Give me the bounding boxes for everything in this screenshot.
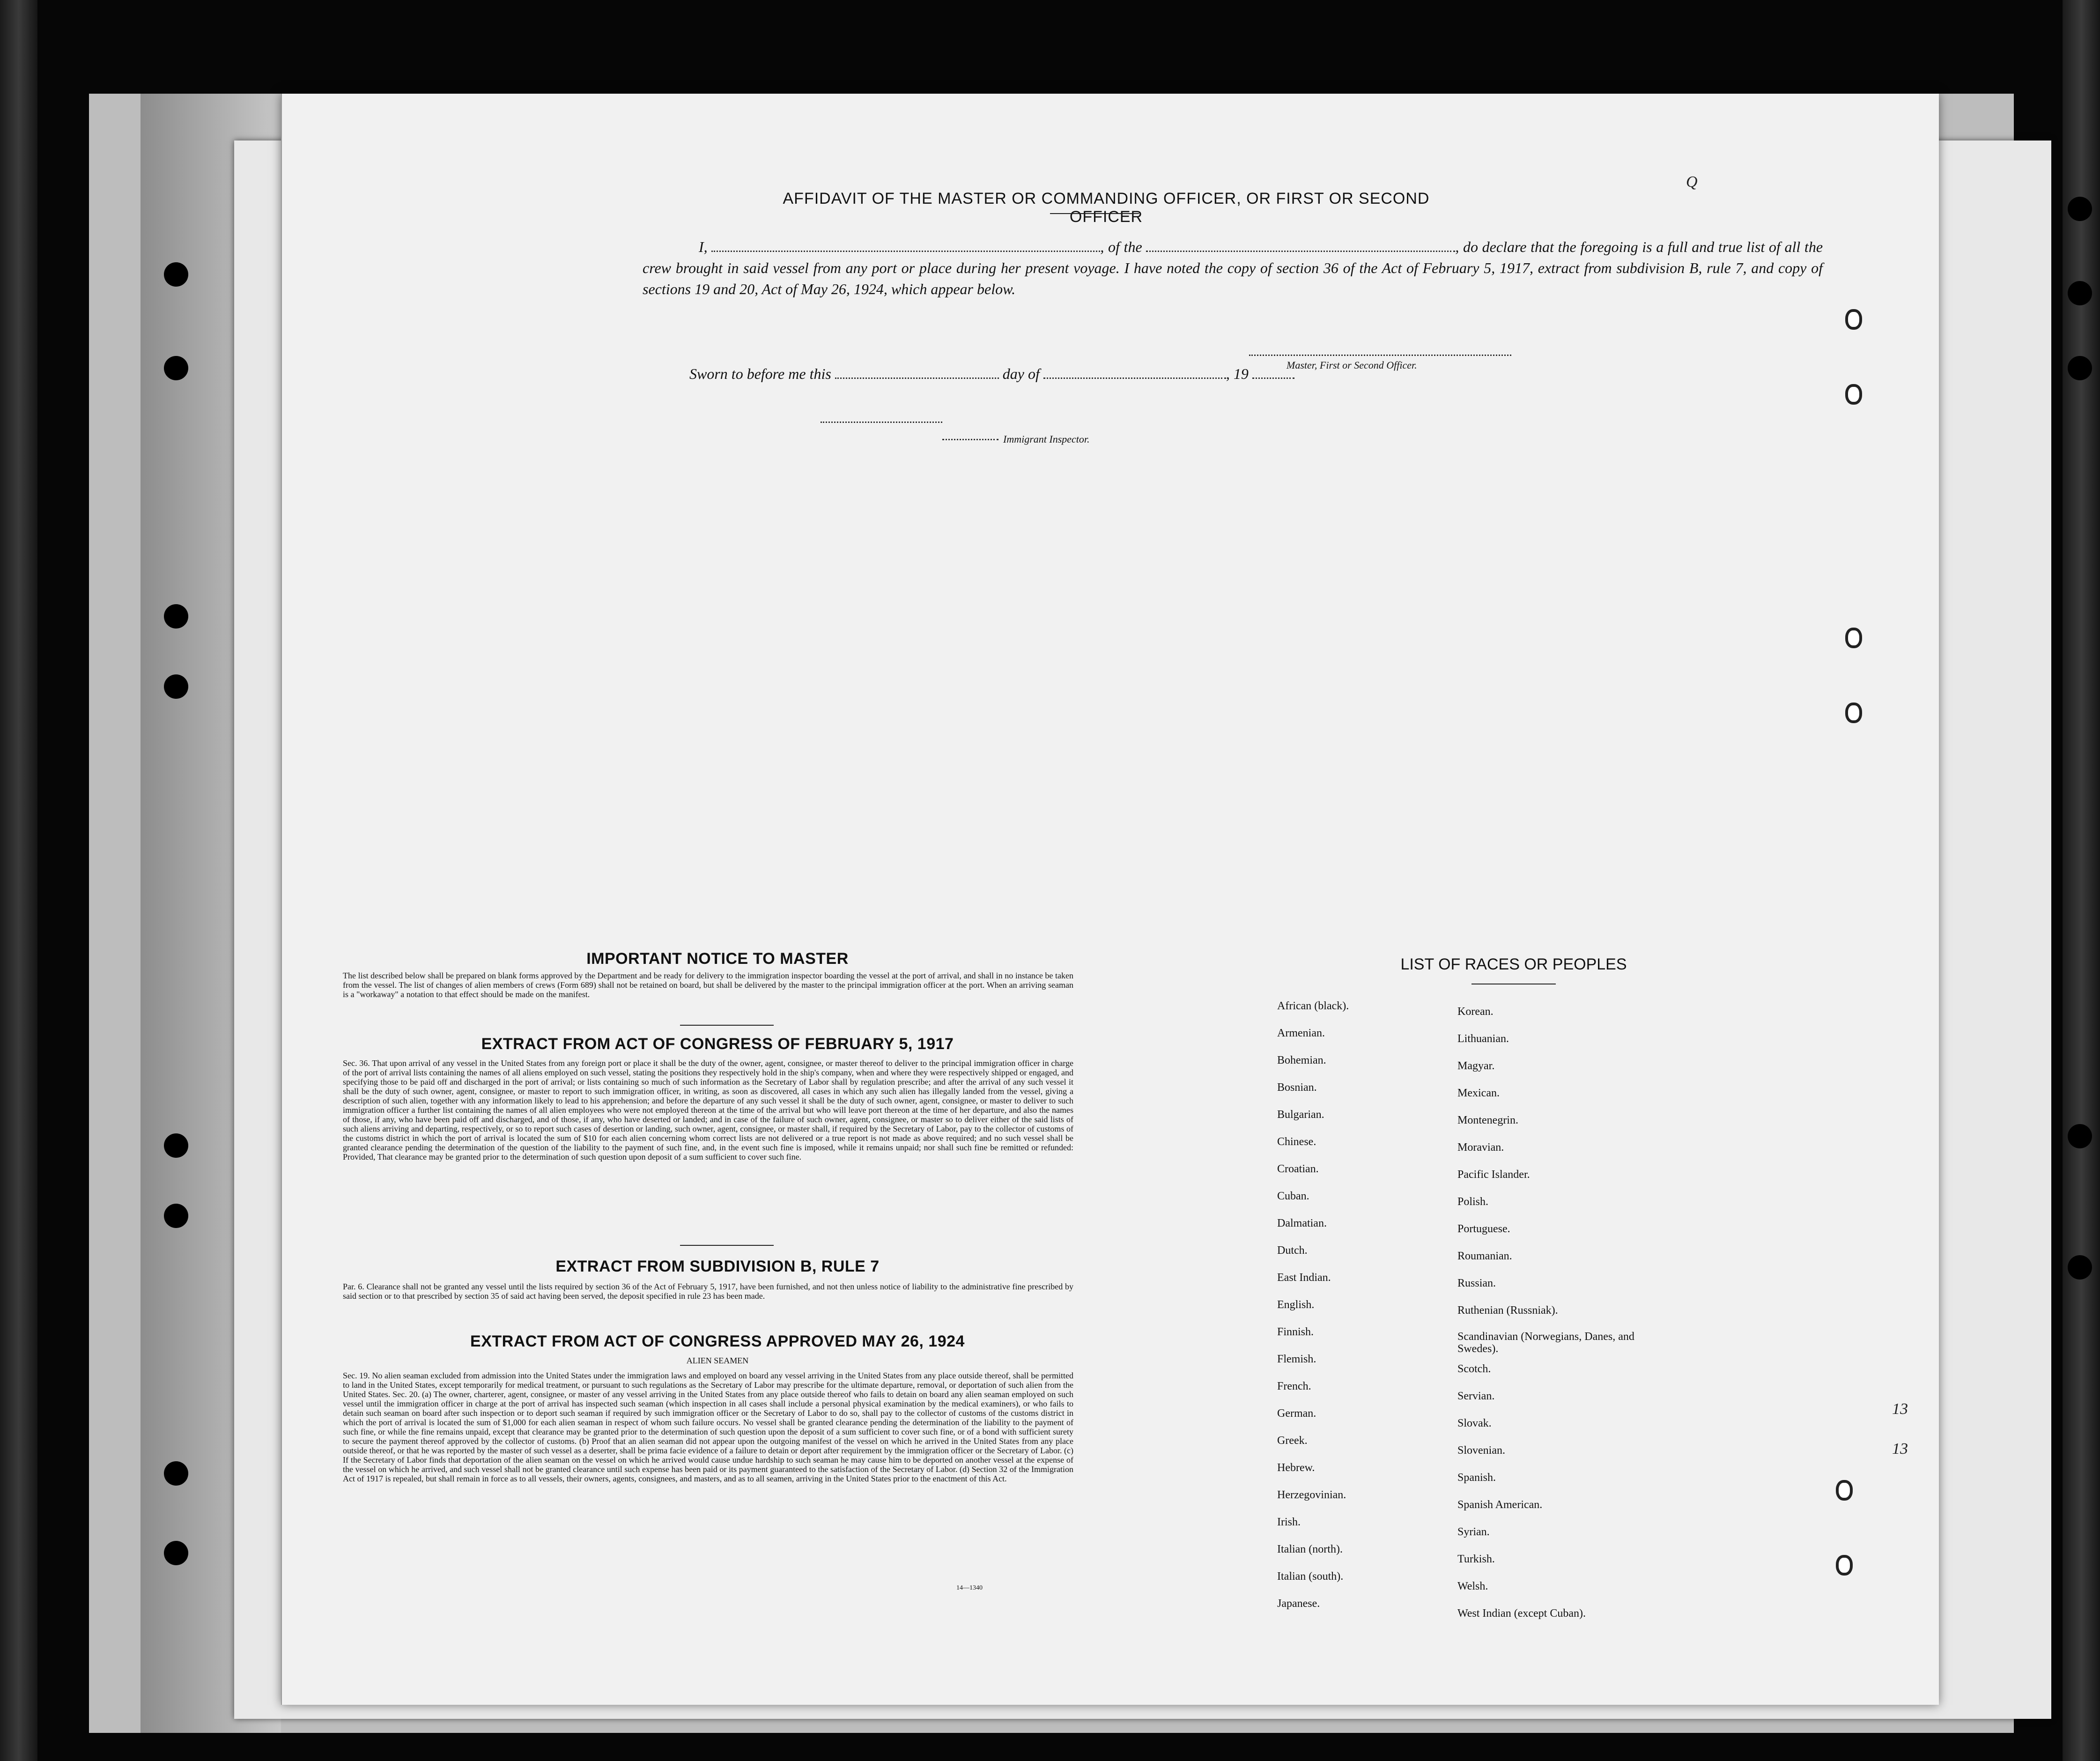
binder-hole-icon: [164, 356, 188, 380]
race-left-item: German.: [1277, 1407, 1316, 1420]
extract-1917-title: EXTRACT FROM ACT OF CONGRESS OF FEBRUARY 5, 1917: [481, 1035, 954, 1053]
scanner-edge-left: [0, 0, 37, 1761]
affidavit-declare: , do declare: [1455, 238, 1527, 255]
inspector-signature-line[interactable]: [821, 422, 942, 423]
race-left-item: French.: [1277, 1380, 1311, 1392]
inspector-caption: Immigrant Inspector.: [1003, 433, 1090, 445]
race-left-item: Herzegovinian.: [1277, 1489, 1346, 1501]
affidavit-statement: that the foregoing is a full and true list of all the crew brought in said vessel from any port or place during her present voyage. I have noted the copy of section 36 of the Act of February 5, 1917, extract from subdivision B, rule 7, and copy of sections 19 and 20, Act of May 26, 1924, which appear below.: [643, 238, 1823, 297]
race-right-item: Korean.: [1457, 1006, 1494, 1018]
binder-hole-icon: [164, 262, 188, 287]
sworn-prefix: Sworn to before me this: [689, 365, 831, 382]
binder-hole-icon: [2068, 281, 2092, 305]
notice-rule: [680, 1025, 774, 1026]
extract-1924-body: Sec. 19. No alien seaman excluded from admission into the United States under the immigration laws and employed on board any vessel arriving in the United States from any place outside thereof, shall be permitted to land in the United States, except temporarily for medical treatment, or pursuant to such regulations as the Secretary of Labor may prescribe for the ultimate departure, removal, or deportation of such alien from the United States. Sec. 20. (a) The owner, charterer, agent, consignee, or master of any vessel arriving in the United States from any place outside thereof who fails to detain on board any alien seaman employed on such vessel until the immigration officer in charge at the port of arrival has inspected such seaman (which inspection in all cases shall include a personal physical examination by the medical examiners), or who fails to detain such seaman on board after such inspection or to deport such seaman if required by such immigration officer or the Secretary of Labor to do so, shall pay to the collector of customs of the customs district in which the port of arrival is located the sum of $1,000 for each alien seaman in respect of whom such failure occurs. No vessel shall be granted clearance pending the determination of the liability to the payment of such fine, or while the fine remains unpaid, except that clearance may be granted prior to the determination of such question upon the deposit of a sum sufficient to cover such fine, or of a bond with sufficient surety to secure the payment thereof approved by the collector of customs. (b) Proof that an alien seaman did not appear upon the outgoing manifest of the vessel on which he arrived in the United States from any place outside thereof, or that he was reported by the master of such vessel as a deserter, shall be prima facie evidence of a failure to detain or deport after requirement by the immigration officer or the Secretary of Labor. (c) If the Secretary of Labor finds that deportation of the alien seaman on the vessel on which he arrived would cause undue hardship to such seaman he may cause him to be deported on another vessel at the expense of the vessel on which he arrived, and such vessel shall not be granted clearance until such expense has been paid or its payment guaranteed to the satisfaction of the Secretary of Labor. (d) Section 32 of the Immigration Act of 1917 is repealed, but shall remain in force as to all vessels, their owners, agents, consignees, and masters, and as to all seamen, arriving in the United States prior to the enactment of this Act.: [343, 1371, 1073, 1483]
race-right-item: Spanish.: [1457, 1472, 1496, 1484]
race-left-item: East Indian.: [1277, 1272, 1331, 1284]
binder-hole-icon: [164, 1541, 188, 1565]
race-left-item: Chinese.: [1277, 1136, 1316, 1148]
form-number: 14—1340: [956, 1584, 983, 1591]
punch-hole-icon: [1836, 1555, 1853, 1576]
race-right-item: Spanish American.: [1457, 1499, 1543, 1511]
race-right-item: Portuguese.: [1457, 1223, 1510, 1235]
race-right-item: Roumanian.: [1457, 1250, 1512, 1262]
affidavit-i: I,: [699, 238, 708, 255]
race-right-item: Scandinavian (Norwegians, Danes, and Swedes).: [1457, 1331, 1634, 1355]
race-right-item: Scotch.: [1457, 1363, 1491, 1375]
binder-hole-icon: [2068, 1255, 2092, 1280]
binder-hole-icon: [164, 1133, 188, 1158]
race-left-item: English.: [1277, 1299, 1315, 1311]
race-left-item: Irish.: [1277, 1516, 1301, 1528]
margin-mark: 13: [1892, 1440, 1908, 1458]
notice-title: IMPORTANT NOTICE TO MASTER: [586, 950, 849, 968]
race-left-item: Armenian.: [1277, 1027, 1325, 1039]
race-right-item: Magyar.: [1457, 1060, 1495, 1072]
race-right-item: Pacific Islander.: [1457, 1169, 1530, 1181]
race-left-item: Finnish.: [1277, 1326, 1314, 1338]
race-left-item: African (black).: [1277, 1000, 1349, 1012]
races-title: LIST OF RACES OR PEOPLES: [1400, 955, 1627, 973]
race-right-item: West Indian (except Cuban).: [1457, 1607, 1586, 1620]
race-right-item: Mexican.: [1457, 1087, 1500, 1099]
race-left-item: Greek.: [1277, 1435, 1308, 1447]
race-right-item: Moravian.: [1457, 1141, 1504, 1154]
race-left-item: Bohemian.: [1277, 1054, 1326, 1066]
race-right-item: Syrian.: [1457, 1526, 1490, 1538]
binder-hole-icon: [2068, 1124, 2092, 1148]
race-left-item: Bosnian.: [1277, 1081, 1317, 1094]
inspector-name-line[interactable]: [942, 439, 998, 440]
vessel-name-field[interactable]: [1146, 241, 1455, 252]
race-left-item: Flemish.: [1277, 1353, 1316, 1365]
race-right-item: Polish.: [1457, 1196, 1489, 1208]
manifest-page: [281, 94, 1939, 1705]
affidavit-body: [643, 237, 1823, 300]
race-right-item: Welsh.: [1457, 1580, 1488, 1592]
race-left-item: Dalmatian.: [1277, 1217, 1327, 1229]
binder-hole-icon: [2068, 356, 2092, 380]
alien-seamen-subtitle: ALIEN SEAMEN: [686, 1356, 749, 1365]
sworn-month-field[interactable]: [1043, 368, 1226, 379]
officer-name-field[interactable]: [711, 241, 1100, 252]
margin-mark: Q: [1686, 173, 1698, 191]
sworn-year-label: , 19: [1226, 365, 1249, 382]
binder-hole-icon: [164, 674, 188, 699]
extract-1917-body: Sec. 36. That upon arrival of any vessel in the United States from any foreign port or place it shall be the duty of the owner, agent, consignee, or master thereof to deliver to the principal immigration officer in charge of the port of arrival lists containing the names of all aliens employed on such vessel, stating the positions they respectively hold in the ship's company, when and where they were respectively shipped or engaged, and specifying those to be paid off and discharged in the port of arrival; or lists containing so much of such information as the Secretary of Labor shall by regulation prescribe; and after the arrival of any such vessel it shall be the duty of such owner, agent, consignee, or master to report to such immigration officer, in writing, as soon as discovered, all cases in which any such alien has illegally landed from the vessel, giving a description of such alien, together with any information likely to lead to his apprehension; and before the departure of any such vessel it shall be the duty of such owner, agent, consignee, or master to deliver to such immigration officer a further list containing the names of all alien employees who were not employed thereon at the time of the arrival but who will leave port thereon at the time of her departure, and also the names of those, if any, who have been paid off and discharged, and of those, if any, who have deserted or landed; and in case of the failure of such owner, agent, consignee, or master so to deliver either of the said lists of such aliens arriving and departing, respectively, or so to report such cases of desertion or landing, such owner, agent, consignee, or master shall, if required by the Secretary of Labor, pay to the collector of customs of the customs district in which the port of arrival is located the sum of $10 for each alien concerning whom correct lists are not delivered or a true report is not made as above required; and no such vessel shall be granted clearance pending the determination of the question of the liability to the payment of such fine, and, in the event such fine is imposed, while it remains unpaid; nor shall such fine be remitted or refunded: Provided, That clearance may be granted prior to the determination of such question upon deposit of a sum sufficient to cover such fine.: [343, 1058, 1073, 1162]
race-right-item: Turkish.: [1457, 1553, 1495, 1565]
race-right-item: Montenegrin.: [1457, 1114, 1518, 1126]
race-left-item: Hebrew.: [1277, 1462, 1315, 1474]
sworn-day-field[interactable]: [835, 368, 999, 379]
affidavit-of-the: , of the: [1100, 238, 1142, 255]
binder-hole-icon: [2068, 197, 2092, 221]
binder-hole-icon: [164, 1461, 188, 1486]
race-left-item: Bulgarian.: [1277, 1109, 1324, 1121]
officer-signature-caption: Master, First or Second Officer.: [1287, 359, 1417, 371]
margin-mark: 13: [1892, 1400, 1908, 1418]
extract-1917-rule: [680, 1245, 774, 1246]
binder-hole-icon: [164, 604, 188, 629]
sworn-day-label: day of: [1002, 365, 1040, 382]
affidavit-title: AFFIDAVIT OF THE MASTER OR COMMANDING OFFICER, OR FIRST OR SECOND OFFICER: [783, 190, 1430, 226]
punch-hole-icon: [1845, 703, 1862, 723]
officer-signature-line[interactable]: [1249, 355, 1511, 356]
race-right-item: Slovenian.: [1457, 1444, 1505, 1457]
race-left-item: Italian (north).: [1277, 1543, 1343, 1555]
sworn-line: [689, 365, 1294, 383]
binder-hole-icon: [164, 1204, 188, 1228]
race-right-item: Ruthenian (Russniak).: [1457, 1304, 1558, 1317]
punch-hole-icon: [1845, 309, 1862, 330]
race-right-item: Servian.: [1457, 1390, 1495, 1402]
race-left-item: Dutch.: [1277, 1244, 1308, 1257]
race-left-item: Italian (south).: [1277, 1570, 1344, 1583]
extract-1924-title: EXTRACT FROM ACT OF CONGRESS APPROVED MAY 26, 1924: [470, 1332, 965, 1350]
race-right-item: Russian.: [1457, 1277, 1496, 1289]
race-left-item: Cuban.: [1277, 1190, 1309, 1202]
sworn-year-field[interactable]: [1252, 368, 1294, 379]
rule7-title: EXTRACT FROM SUBDIVISION B, RULE 7: [555, 1258, 880, 1275]
race-left-item: Japanese.: [1277, 1598, 1320, 1610]
title-rule: [1050, 213, 1139, 214]
race-right-item: Lithuanian.: [1457, 1033, 1509, 1045]
punch-hole-icon: [1845, 384, 1862, 405]
notice-body: The list described below shall be prepared on blank forms approved by the Department and be ready for delivery to the immigration inspector boarding the vessel at the port of arrival, and shall in no instance be taken from the vessel. The list of changes of alien members of crews (Form 689) shall not be retained on board, but shall be delivered by the master to the principal immigration officer at the port. When an arriving seaman is a "workaway" a notation to that effect should be made on the manifest.: [343, 971, 1073, 999]
race-left-item: Croatian.: [1277, 1163, 1319, 1175]
rule7-body: Par. 6. Clearance shall not be granted any vessel until the lists required by section 36 of the Act of February 5, 1917, have been furnished, and not then unless notice of liability to the administrative fine prescribed by said section or to that prescribed by section 35 of said act having been served, the deposit specified in rule 23 has been made.: [343, 1282, 1073, 1301]
race-right-item: Slovak.: [1457, 1417, 1492, 1429]
punch-hole-icon: [1836, 1480, 1853, 1501]
punch-hole-icon: [1845, 628, 1862, 648]
scanner-edge-right: [2063, 0, 2100, 1761]
